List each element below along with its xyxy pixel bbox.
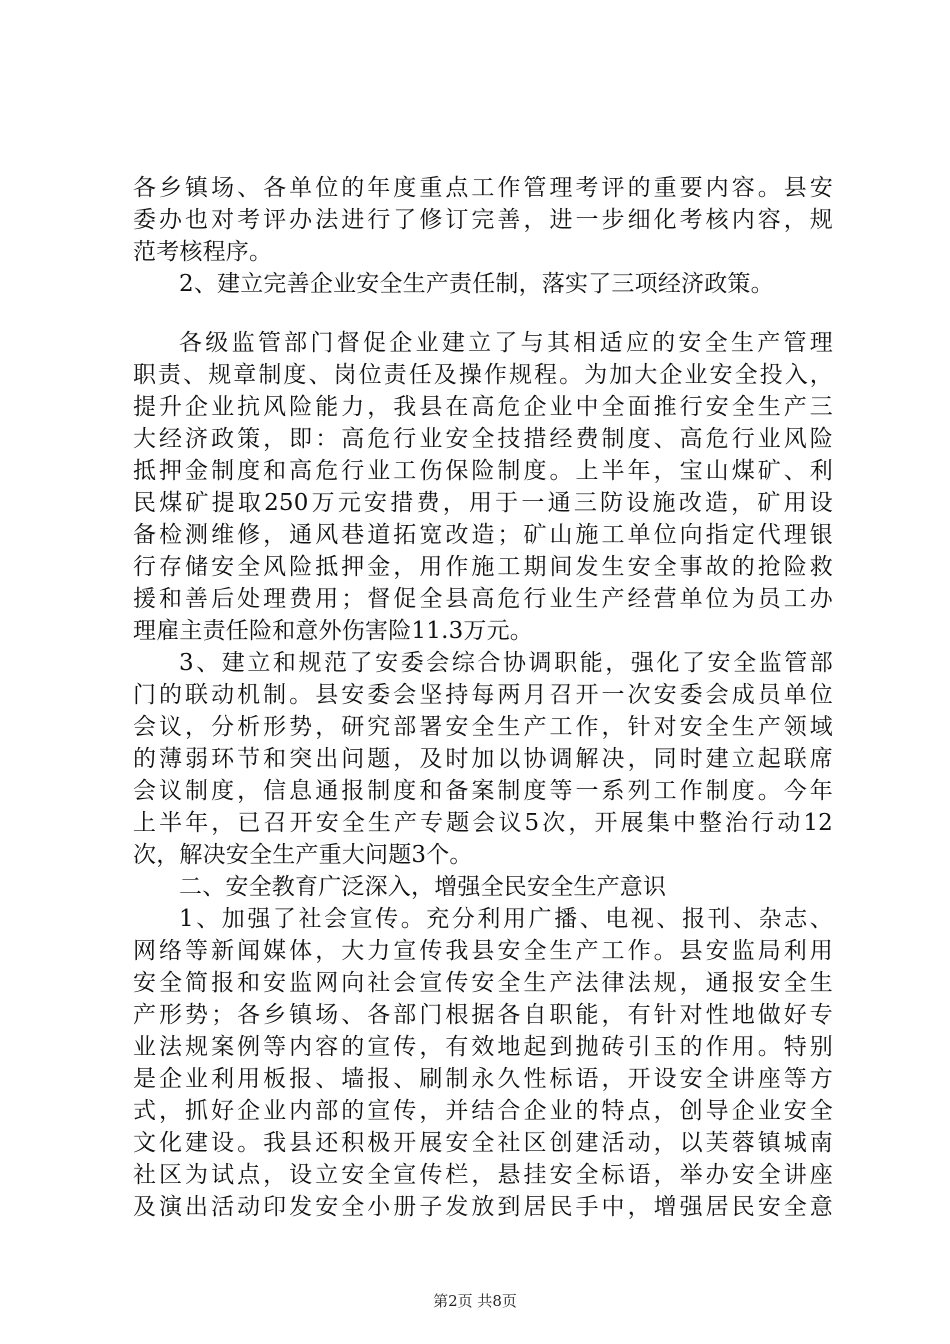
text-line: 式，抓好企业内部的宣传，并结合企业的特点，创导企业安全 bbox=[133, 1098, 833, 1124]
text-line: 理雇主责任险和意外伤害险11.3万元。 bbox=[133, 618, 534, 644]
text-line: 民煤矿提取250万元安措费，用于一通三防设施改造，矿用设 bbox=[133, 490, 833, 516]
text-line: 门的联动机制。县安委会坚持每两月召开一次安委会成员单位 bbox=[133, 682, 833, 708]
text-line: 是企业利用板报、墙报、刷制永久性标语，开设安全讲座等方 bbox=[133, 1066, 833, 1092]
text-line: 大经济政策，即：高危行业安全技措经费制度、高危行业风险 bbox=[133, 426, 833, 452]
text-line: 网络等新闻媒体，大力宣传我县安全生产工作。县安监局利用 bbox=[133, 938, 833, 964]
paragraph-first-line: 3、建立和规范了安委会综合协调职能，强化了安全监管部 bbox=[179, 650, 833, 676]
text-block-top bbox=[133, 172, 833, 300]
page-number-footer: 第2页 共8页 bbox=[433, 1292, 517, 1310]
section-heading: 2、建立完善企业安全生产责任制，落实了三项经济政策。 bbox=[179, 271, 774, 297]
text-line: 及演出活动印发安全小册子发放到居民手中，增强居民安全意 bbox=[133, 1194, 833, 1220]
paragraph-first-line: 1、加强了社会宣传。充分利用广播、电视、报刊、杂志、 bbox=[179, 906, 833, 932]
text-line: 提升企业抗风险能力，我县在高危企业中全面推行安全生产三 bbox=[133, 394, 833, 420]
text-line: 职责、规章制度、岗位责任及操作规程。为加大企业安全投入， bbox=[133, 362, 833, 388]
text-line: 产形势；各乡镇场、各部门根据各自职能，有针对性地做好专 bbox=[133, 1002, 833, 1028]
text-line: 备检测维修，通风巷道拓宽改造；矿山施工单位向指定代理银 bbox=[133, 522, 833, 548]
text-line: 援和善后处理费用；督促全县高危行业生产经营单位为员工办 bbox=[133, 586, 833, 612]
text-line: 抵押金制度和高危行业工伤保险制度。上半年，宝山煤矿、利 bbox=[133, 458, 833, 484]
text-line: 会议，分析形势，研究部署安全生产工作，针对安全生产领域 bbox=[133, 714, 833, 740]
text-line: 的薄弱环节和突出问题，及时加以协调解决，同时建立起联席 bbox=[133, 746, 833, 772]
text-line: 上半年，已召开安全生产专题会议5次，开展集中整治行动12 bbox=[133, 810, 833, 836]
text-line: 各乡镇场、各单位的年度重点工作管理考评的重要内容。县安 bbox=[133, 175, 833, 201]
text-block-main bbox=[133, 327, 833, 1223]
text-line: 委办也对考评办法进行了修订完善，进一步细化考核内容，规 bbox=[133, 207, 833, 233]
section-heading: 二、安全教育广泛深入，增强全民安全生产意识 bbox=[179, 874, 667, 900]
text-line: 行存储安全风险抵押金，用作施工期间发生安全事故的抢险救 bbox=[133, 554, 833, 580]
text-line: 安全简报和安监网向社会宣传安全生产法律法规，通报安全生 bbox=[133, 970, 833, 996]
text-line: 次，解决安全生产重大问题3个。 bbox=[133, 842, 473, 868]
text-line: 文化建设。我县还积极开展安全社区创建活动，以芙蓉镇城南 bbox=[133, 1130, 833, 1156]
text-line: 社区为试点，设立安全宣传栏，悬挂安全标语，举办安全讲座 bbox=[133, 1162, 833, 1188]
text-line: 业法规案例等内容的宣传，有效地起到抛砖引玉的作用。特别 bbox=[133, 1034, 833, 1060]
text-line: 会议制度，信息通报制度和备案制度等一系列工作制度。今年 bbox=[133, 778, 833, 804]
paragraph-first-line: 各级监管部门督促企业建立了与其相适应的安全生产管理 bbox=[179, 330, 833, 356]
text-line: 范考核程序。 bbox=[133, 239, 273, 265]
